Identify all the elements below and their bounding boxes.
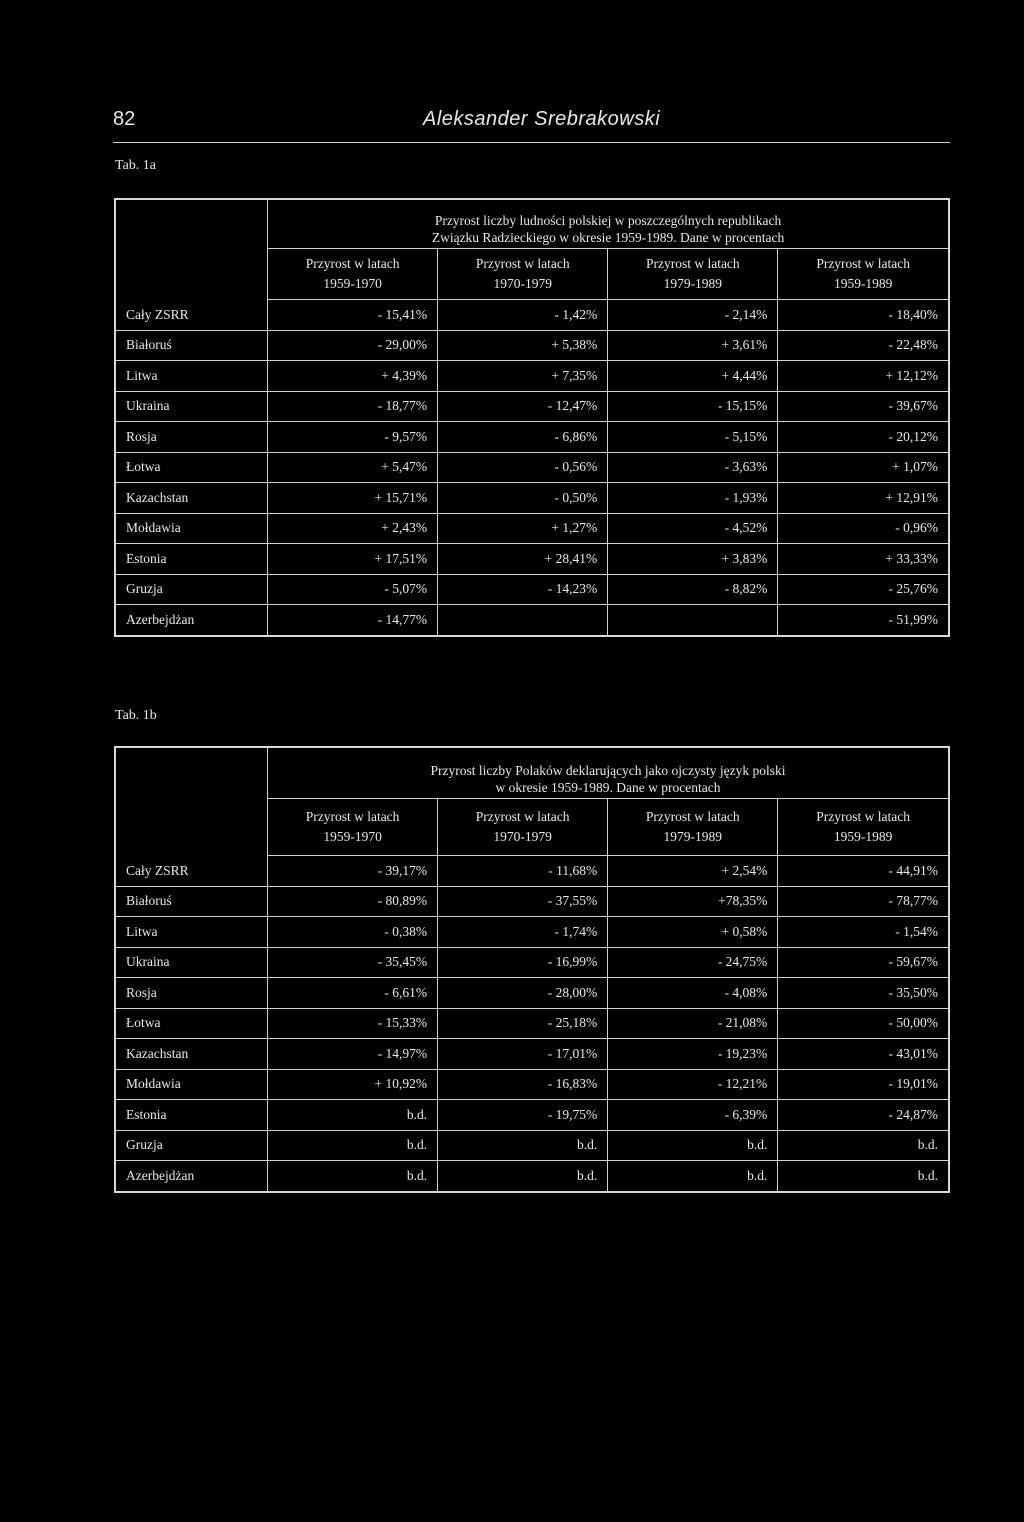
table-row — [116, 330, 948, 361]
table-cell: - 1,74% — [438, 917, 608, 948]
row-label: Białoruś — [116, 330, 268, 361]
table-cell: - 39,17% — [268, 856, 438, 887]
table-cell: - 0,50% — [438, 483, 608, 514]
table-cell: - 25,18% — [438, 1008, 608, 1039]
table-cell: b.d. — [438, 1130, 608, 1161]
table-cell: - 2,14% — [608, 300, 778, 331]
table-cell: - 6,86% — [438, 422, 608, 453]
table-row — [116, 1161, 948, 1191]
table-cell: b.d. — [608, 1130, 778, 1161]
table-cell: b.d. — [438, 1161, 608, 1191]
table-cell: - 12,21% — [608, 1069, 778, 1100]
table-cell: + 3,61% — [608, 330, 778, 361]
row-label: Kazachstan — [116, 1039, 268, 1070]
table-cell: - 6,39% — [608, 1100, 778, 1131]
row-label: Azerbejdżan — [116, 605, 268, 635]
table-cell: - 24,87% — [778, 1100, 948, 1131]
table-cell — [608, 605, 778, 635]
table-cell: - 14,77% — [268, 605, 438, 635]
table-cell: - 37,55% — [438, 886, 608, 917]
table-cell: - 12,47% — [438, 391, 608, 422]
table-cell: - 17,01% — [438, 1039, 608, 1070]
table-cell: - 15,41% — [268, 300, 438, 331]
row-label: Litwa — [116, 361, 268, 392]
table-row — [116, 978, 948, 1009]
table-cell: - 50,00% — [778, 1008, 948, 1039]
table-cell: - 16,99% — [438, 947, 608, 978]
table-cell: - 16,83% — [438, 1069, 608, 1100]
caption-row — [116, 200, 948, 249]
table-cell: - 14,23% — [438, 574, 608, 605]
table-cell: b.d. — [917, 1167, 938, 1183]
page-number: 82 — [113, 108, 136, 130]
table-cell: - 6,61% — [268, 978, 438, 1009]
column-header-period: 1959-1970 — [323, 829, 382, 844]
table-cell: +78,35% — [608, 886, 778, 917]
table-b-label: Tab. 1b — [115, 708, 157, 723]
row-label: Rosja — [116, 978, 268, 1009]
table-cell: - 9,57% — [268, 422, 438, 453]
row-label: Ukraina — [116, 947, 268, 978]
table-cell: - 18,40% — [778, 300, 948, 331]
table-cell: + 5,38% — [438, 330, 608, 361]
row-label: Estonia — [116, 544, 268, 575]
table-cell: + 2,43% — [268, 513, 438, 544]
table-cell: - 43,01% — [778, 1039, 948, 1070]
table-cell: b.d. — [778, 1130, 948, 1161]
table-cell: - 20,12% — [778, 422, 948, 453]
column-header — [778, 249, 948, 300]
table-cell: - 3,63% — [608, 452, 778, 483]
column-header-period: 1979-1989 — [663, 276, 723, 291]
row-label: Rosja — [116, 422, 268, 453]
column-header-period: 1970-1979 — [493, 829, 552, 844]
table-cell: + 1,27% — [438, 513, 608, 544]
table-row — [116, 544, 948, 575]
table-cell: - 35,50% — [778, 978, 948, 1009]
table-cell: - 80,89% — [268, 886, 438, 917]
row-label: Litwa — [116, 917, 268, 948]
table-row — [116, 452, 948, 483]
column-header — [268, 799, 438, 856]
table-cell: - 59,67% — [778, 947, 948, 978]
column-header — [438, 799, 608, 856]
column-header-period: 1970-1979 — [493, 276, 552, 291]
table-cell: - 19,23% — [608, 1039, 778, 1070]
table-cell: + 15,71% — [268, 483, 438, 514]
table-cell: - 28,00% — [438, 978, 608, 1009]
table-cell: - 18,77% — [268, 391, 438, 422]
column-header-row — [116, 249, 948, 300]
table-cell: - 39,67% — [778, 391, 948, 422]
table-cell: - 15,33% — [268, 1008, 438, 1039]
running-head — [113, 108, 950, 143]
table-cell: - 0,56% — [438, 452, 608, 483]
table-cell: + 12,12% — [778, 361, 948, 392]
table-cell: - 44,91% — [778, 856, 948, 887]
table-cell: + 33,33% — [778, 544, 948, 575]
column-header — [778, 799, 948, 856]
table-cell: + 2,54% — [608, 856, 778, 887]
table-cell: + 5,47% — [268, 452, 438, 483]
table-cell: + 1,07% — [778, 452, 948, 483]
table-cell: - 5,15% — [608, 422, 778, 453]
caption-line: w okresie 1959-1989. Dane w procentach — [495, 780, 721, 795]
table-cell: - 24,75% — [608, 947, 778, 978]
table-cell: + 3,83% — [608, 544, 778, 575]
table-cell — [438, 605, 608, 635]
table-cell: - 4,08% — [608, 978, 778, 1009]
column-header-period: 1959-1970 — [323, 276, 382, 291]
table-cell: + 17,51% — [268, 544, 438, 575]
running-author: Aleksander Srebrakowski — [423, 108, 661, 130]
row-label: Gruzja — [116, 1130, 268, 1161]
row-label: Cały ZSRR — [116, 856, 268, 887]
column-header — [268, 249, 438, 300]
table-cell: - 0,96% — [778, 513, 948, 544]
corner-cell — [116, 200, 268, 249]
table-cell: + 0,58% — [608, 917, 778, 948]
column-header-period: 1959-1989 — [833, 276, 893, 291]
table-row — [116, 300, 948, 331]
row-label: Azerbejdżan — [116, 1161, 268, 1191]
table-cell: - 21,08% — [608, 1008, 778, 1039]
table-cell: - 51,99% — [888, 611, 938, 627]
table-row — [116, 391, 948, 422]
row-label: Gruzja — [116, 574, 268, 605]
row-label: Ukraina — [116, 391, 268, 422]
table-row — [116, 947, 948, 978]
table-cell: b.d. — [268, 1161, 438, 1191]
table-cell: - 29,00% — [268, 330, 438, 361]
table-cell: - 14,97% — [268, 1039, 438, 1070]
table-a — [114, 198, 950, 637]
table-row — [116, 361, 948, 392]
table-cell: - 1,42% — [438, 300, 608, 331]
caption-line: Przyrost liczby Polaków deklarujących jako ojczysty język polski — [430, 763, 786, 778]
column-header-line: Przyrost w latach — [475, 809, 570, 824]
column-header-period: 1979-1989 — [663, 829, 723, 844]
column-header-row — [116, 799, 948, 856]
table-cell: - 11,68% — [438, 856, 608, 887]
row-label: Kazachstan — [116, 483, 268, 514]
table-cell: - 0,38% — [268, 917, 438, 948]
column-header-line: Przyrost w latach — [645, 256, 740, 271]
column-header-line: Przyrost w latach — [816, 809, 911, 824]
column-header-line: Przyrost w latach — [645, 809, 740, 824]
table-cell: - 1,93% — [608, 483, 778, 514]
table-cell: b.d. — [268, 1100, 438, 1131]
column-header-line: Przyrost w latach — [305, 809, 400, 824]
row-label: Łotwa — [116, 452, 268, 483]
table-caption — [268, 200, 948, 249]
table-cell: + 7,35% — [438, 361, 608, 392]
caption-line: Przyrost liczby ludności polskiej w poszczególnych republikach — [434, 213, 782, 228]
table-row — [116, 1039, 948, 1070]
table-cell: + 4,39% — [268, 361, 438, 392]
table-cell: - 78,77% — [778, 886, 948, 917]
row-label: Łotwa — [116, 1008, 268, 1039]
table-cell: b.d. — [268, 1130, 438, 1161]
table-cell: + 28,41% — [438, 544, 608, 575]
caption-row — [116, 748, 948, 799]
column-header — [608, 249, 778, 300]
table-cell: b.d. — [608, 1161, 778, 1191]
table-b — [114, 746, 950, 1193]
column-header-line: Przyrost w latach — [475, 256, 570, 271]
row-label: Estonia — [116, 1100, 268, 1131]
table-cell: + 10,92% — [268, 1069, 438, 1100]
table-row — [116, 1008, 948, 1039]
table-row — [116, 574, 948, 605]
column-header — [608, 799, 778, 856]
row-label: Mołdawia — [116, 513, 268, 544]
table-cell: - 4,52% — [608, 513, 778, 544]
table-cell: - 15,15% — [608, 391, 778, 422]
table-row — [116, 886, 948, 917]
row-label: Białoruś — [116, 886, 268, 917]
table-caption — [268, 748, 948, 799]
corner-cell — [116, 799, 268, 856]
table-row — [116, 605, 948, 635]
column-header — [438, 249, 608, 300]
column-header-period: 1959-1989 — [833, 829, 893, 844]
row-label: Mołdawia — [116, 1069, 268, 1100]
table-cell: - 5,07% — [268, 574, 438, 605]
table-cell: - 22,48% — [778, 330, 948, 361]
table-cell: - 25,76% — [778, 574, 948, 605]
column-header-line: Przyrost w latach — [816, 256, 911, 271]
table-cell: - 8,82% — [608, 574, 778, 605]
table-a-label: Tab. 1a — [115, 158, 157, 173]
table-row — [116, 513, 948, 544]
table-cell: + 12,91% — [778, 483, 948, 514]
row-label: Cały ZSRR — [116, 300, 268, 331]
table-cell: + 4,44% — [608, 361, 778, 392]
corner-cell — [116, 249, 268, 300]
table-row — [116, 1100, 948, 1131]
table-row — [116, 422, 948, 453]
table-row — [116, 856, 948, 887]
corner-cell — [116, 748, 268, 799]
table-row — [116, 1069, 948, 1100]
caption-line: Związku Radzieckiego w okresie 1959-1989. Dane w procentach — [431, 230, 785, 245]
table-cell: - 19,75% — [438, 1100, 608, 1131]
table-cell: - 19,01% — [778, 1069, 948, 1100]
table-row — [116, 917, 948, 948]
table-cell: - 1,54% — [778, 917, 948, 948]
column-header-line: Przyrost w latach — [305, 256, 400, 271]
table-cell: - 35,45% — [268, 947, 438, 978]
table-row — [116, 1130, 948, 1161]
table-row — [116, 483, 948, 514]
